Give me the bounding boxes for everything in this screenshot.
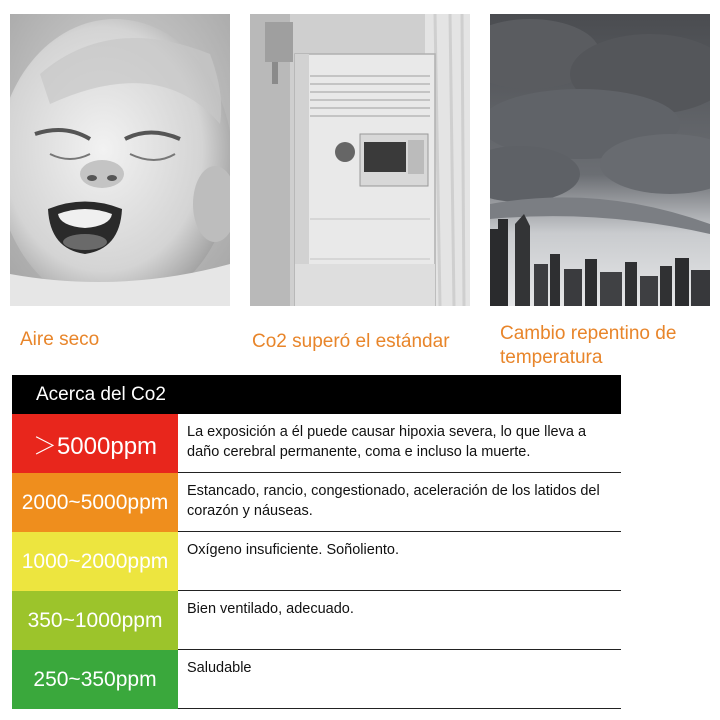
co2-row bbox=[12, 414, 621, 473]
co2-row bbox=[12, 650, 621, 709]
co2-level-label: ＞5000ppm bbox=[12, 414, 178, 473]
co2-level-label: 350~1000ppm bbox=[12, 591, 178, 650]
co2-level-label: 1000~2000ppm bbox=[12, 532, 178, 591]
co2-level-description: Bien ventilado, adecuado. bbox=[178, 591, 621, 650]
co2-level-description: Oxígeno insuficiente. Soñoliento. bbox=[178, 532, 621, 591]
co2-level-label: 250~350ppm bbox=[12, 650, 178, 709]
co2-row bbox=[12, 532, 621, 591]
co2-level-description: Saludable bbox=[178, 650, 621, 709]
caption-co2-exceeded: Co2 superó el estándar bbox=[252, 331, 450, 352]
air-conditioner-photo bbox=[250, 14, 470, 306]
co2-row bbox=[12, 591, 621, 650]
co2-row bbox=[12, 473, 621, 532]
crying-baby-photo bbox=[10, 14, 230, 306]
caption-dry-air: Aire seco bbox=[20, 329, 100, 350]
co2-levels-table bbox=[12, 375, 621, 709]
co2-level-description: La exposición a él puede causar hipoxia severa, lo que lleva a daño cerebral permanente, coma e incluso la muerte. bbox=[178, 414, 621, 473]
co2-table-title: Acerca del Co2 bbox=[12, 375, 621, 414]
co2-level-label: 2000~5000ppm bbox=[12, 473, 178, 532]
caption-temperature-change: Cambio repentino de temperatura bbox=[500, 323, 677, 368]
co2-level-description: Estancado, rancio, congestionado, aceleración de los latidos del corazón y náuseas. bbox=[178, 473, 621, 532]
storm-clouds-photo bbox=[490, 14, 710, 306]
